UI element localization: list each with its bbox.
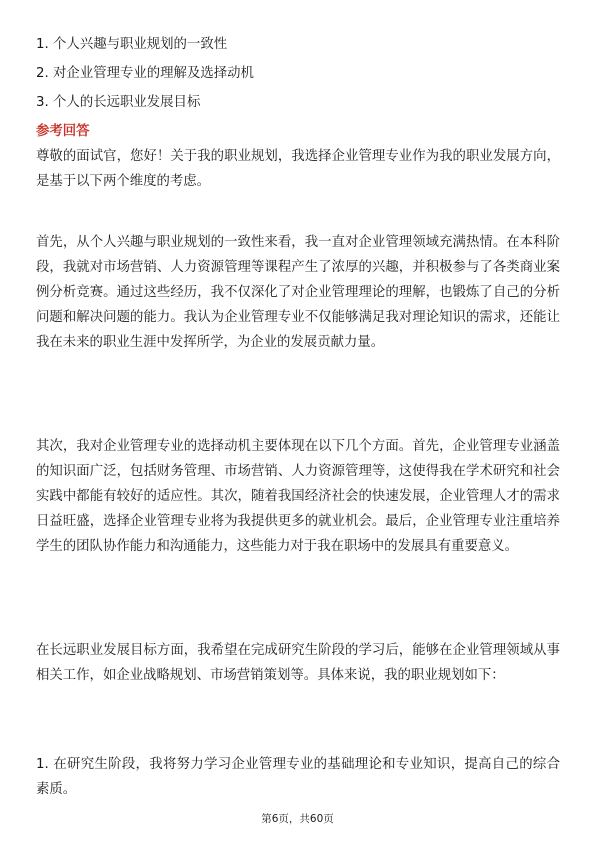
answer-paragraph-plan-1: 1. 在研究生阶段，我将努力学习企业管理专业的基础理论和专业知识，提高自己的综合素质。 [36, 757, 560, 797]
page-number-footer: 第6页，共60页 [261, 813, 334, 825]
answer-heading: 参考回答 [36, 124, 90, 139]
question-point-2: 2. 对企业管理专业的理解及选择动机 [36, 66, 254, 81]
question-point-1: 1. 个人兴趣与职业规划的一致性 [36, 37, 228, 52]
answer-paragraph-interest: 首先，从个人兴趣与职业规划的一致性来看，我一直对企业管理领域充满热情。在本科阶段，我就对市场营销、人力资源管理等课程产生了浓厚的兴趣，并积极参与了各类商业案例分析竞赛。通过这些经历，我不仅深化了对企业管理理论的理解，也锻炼了自己的分析问题和解决问题的能力。我认为企业管理专业不仅能够满足我对理论知识的需求，还能让我在未来的职业生涯中发挥所学，为企业的发展贡献力量。 [36, 235, 560, 350]
answer-paragraph-goals: 在长远职业发展目标方面，我希望在完成研究生阶段的学习后，能够在企业管理领域从事相关工作，如企业战略规划、市场营销策划等。具体来说，我的职业规划如下： [36, 643, 560, 683]
question-point-3: 3. 个人的长远职业发展目标 [36, 95, 201, 110]
answer-intro-paragraph: 尊敬的面试官，您好！关于我的职业规划，我选择企业管理专业作为我的职业发展方向，是基于以下两个维度的考虑。 [36, 149, 560, 189]
answer-paragraph-motivation: 其次，我对企业管理专业的选择动机主要体现在以下几个方面。首先，企业管理专业涵盖的知识面广泛，包括财务管理、市场营销、人力资源管理等，这使得我在学术研究和社会实践中都能有较好的适应性。其次，随着我国经济社会的快速发展，企业管理人才的需求日益旺盛，选择企业管理专业将为我提供更多的就业机会。最后，企业管理专业注重培养学生的团队协作能力和沟通能力，这些能力对于我在职场中的发展具有重要意义。 [36, 439, 560, 554]
